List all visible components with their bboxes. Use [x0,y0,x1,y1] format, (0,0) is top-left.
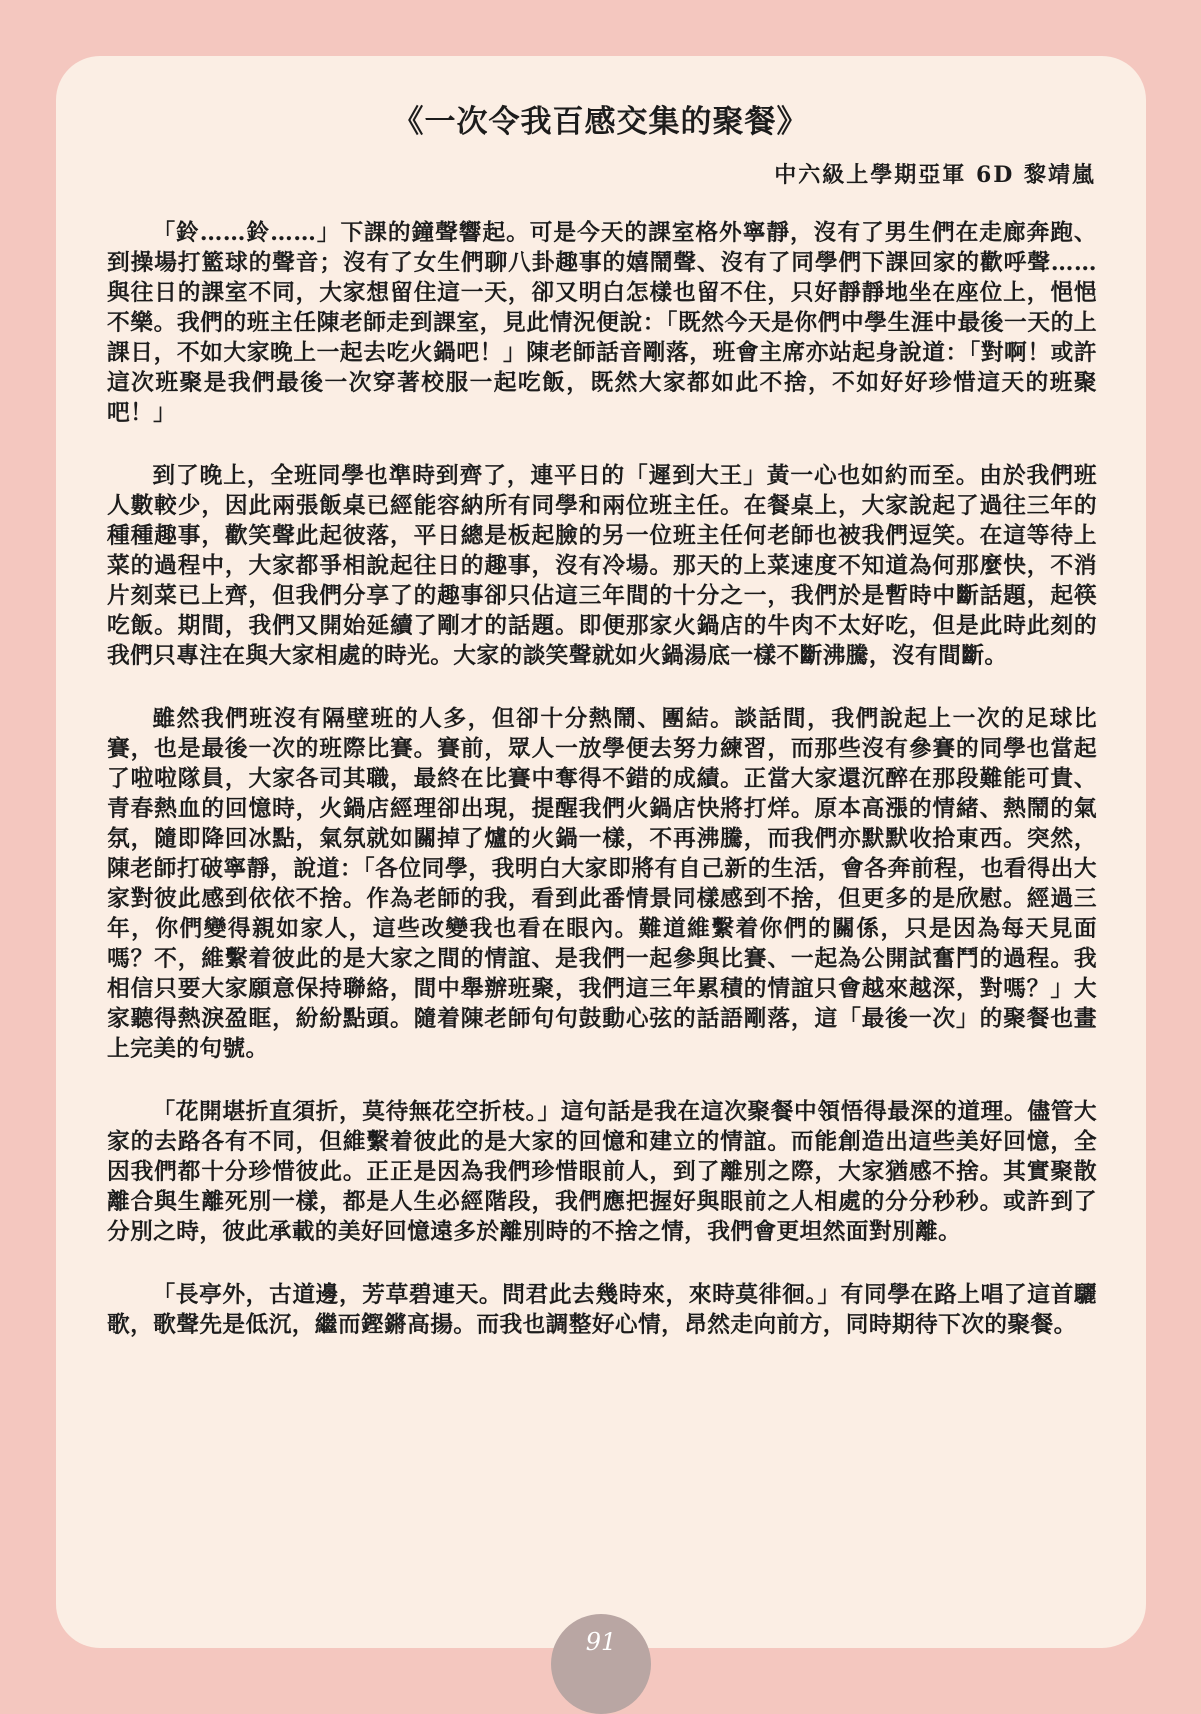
essay-paragraph-3: 雖然我們班沒有隔壁班的人多，但卻十分熱鬧、團結。談話間，我們說起上一次的足球比賽，也是最後一次的班際比賽。賽前，眾人一放學便去努力練習，而那些沒有參賽的同學也當起了啦啦隊員，大家各司其職，最終在比賽中奪得不錯的成績。正當大家還沉醉在那段難能可貴、青春熱血的回憶時，火鍋店經理卻出現，提醒我們火鍋店快將打烊。原本高漲的情緒、熱鬧的氣氛，隨即降回冰點，氣氛就如關掉了爐的火鍋一樣，不再沸騰，而我們亦默默收拾東西。突然，陳老師打破寧靜，說道：「各位同學，我明白大家即將有自己新的生活，會各奔前程，也看得出大家對彼此感到依依不捨。作為老師的我，看到此番情景同樣感到不捨，但更多的是欣慰。經過三年，你們變得親如家人，這些改變我也看在眼內。難道維繫着你們的關係，只是因為每天見面嗎？不，維繫着彼此的是大家之間的情誼、是我們一起參與比賽、一起為公開試奮鬥的過程。我相信只要大家願意保持聯絡，間中舉辦班聚，我們這三年累積的情誼只會越來越深，對嗎？」大家聽得熱淚盈眶，紛紛點頭。隨着陳老師句句鼓動心弦的話語剛落，這「最後一次」的聚餐也畫上完美的句號。 [107,706,1097,1062]
essay-paragraph-4: 「花開堪折直須折，莫待無花空折枝。」這句話是我在這次聚餐中領悟得最深的道理。儘管大家的去路各有不同，但維繫着彼此的是大家的回憶和建立的情誼。而能創造出這些美好回憶，全因我們都十分珍惜彼此。正正是因為我們珍惜眼前人，到了離別之際，大家猶感不捨。其實聚散離合與生離死別一樣，都是人生必經階段，我們應把握好與眼前之人相處的分分秒秒。或許到了分別之時，彼此承載的美好回憶遠多於離別時的不捨之情，我們會更坦然面對別離。 [107,1099,1097,1245]
essay-title: 《一次令我百感交集的聚餐》 [392,104,809,140]
author-byline: 中六級上學期亞軍 6D 黎靖嵐 [774,162,1096,188]
essay-paragraph-1: 「鈴……鈴……」下課的鐘聲響起。可是今天的課室格外寧靜，沒有了男生們在走廊奔跑、到操場打籃球的聲音；沒有了女生們聊八卦趣事的嬉鬧聲、沒有了同學們下課回家的歡呼聲……與往日的課室不同，大家想留住這一天，卻又明白怎樣也留不住，只好靜靜地坐在座位上，悒悒不樂。我們的班主任陳老師走到課室，見此情況便說：「既然今天是你們中學生涯中最後一天的上課日，不如大家晚上一起去吃火鍋吧！」陳老師話音剛落，班會主席亦站起身說道：「對啊！或許這次班聚是我們最後一次穿著校服一起吃飯，既然大家都如此不捨，不如好好珍惜這天的班聚吧！」 [107,220,1097,426]
page-number: 91 [551,1614,651,1714]
essay-paragraph-2: 到了晚上，全班同學也準時到齊了，連平日的「遲到大王」黃一心也如約而至。由於我們班人數較少，因此兩張飯桌已經能容納所有同學和兩位班主任。在餐桌上，大家說起了過往三年的種種趣事，歡笑聲此起彼落，平日總是板起臉的另一位班主任何老師也被我們逗笑。在這等待上菜的過程中，大家都爭相說起往日的趣事，沒有冷場。那天的上菜速度不知道為何那麼快，不消片刻菜已上齊，但我們分享了的趣事卻只佔這三年間的十分之一，我們於是暫時中斷話題，起筷吃飯。期間，我們又開始延續了剛才的話題。即便那家火鍋店的牛肉不太好吃，但是此時此刻的我們只專注在與大家相處的時光。大家的談笑聲就如火鍋湯底一樣不斷沸騰，沒有間斷。 [107,463,1097,669]
essay-paragraph-5: 「長亭外，古道邊，芳草碧連天。問君此去幾時來，來時莫徘徊。」有同學在路上唱了這首驪歌，歌聲先是低沉，繼而鏗鏘高揚。而我也調整好心情，昂然走向前方，同時期待下次的聚餐。 [107,1282,1097,1338]
essay-body [107,218,1097,1373]
